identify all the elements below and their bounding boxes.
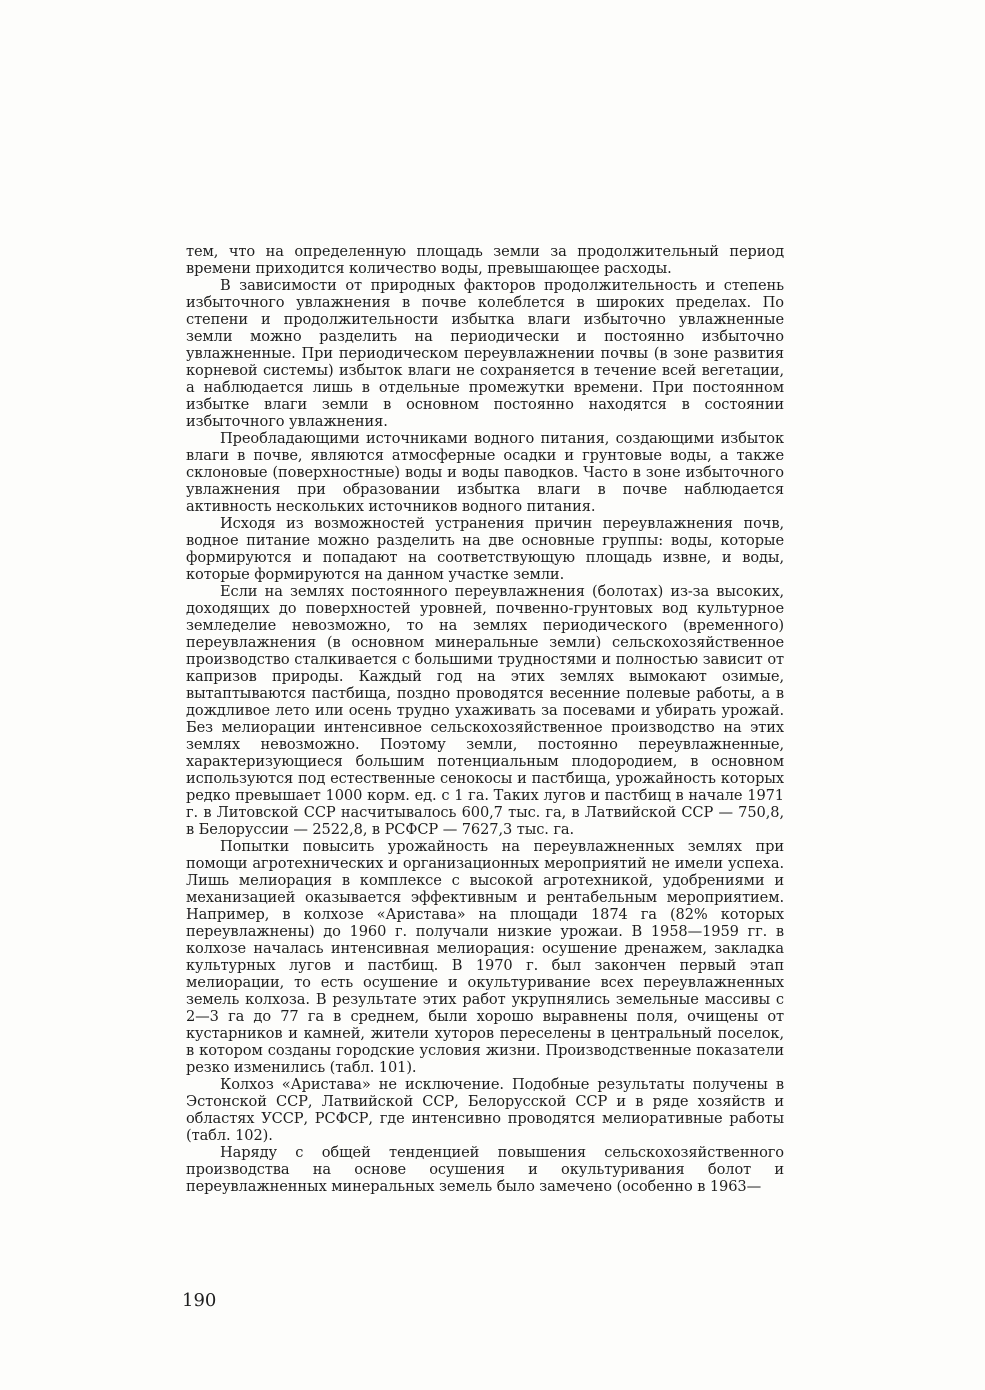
paragraph: Наряду с общей тенденцией повышения сельскохозяйственного производства на основе осушения и окультуривания болот и переувлажненных минеральных земель было замечено (особенно в 1963—	[186, 1144, 784, 1195]
paragraph: Колхоз «Аристава» не исключение. Подобные результаты получены в Эстонской ССР, Латвийской ССР, Белорусской ССР и в ряде хозяйств и областях УССР, РСФСР, где интенсивно проводятся мелиоративные работы (табл. 102).	[186, 1076, 784, 1144]
paragraph: Попытки повысить урожайность на переувлажненных землях при помощи агротехнических и организационных мероприятий не имели успеха. Лишь мелиорация в комплексе с высокой агротехникой, удобрениями и механизацией оказывается эффективным и рентабельным мероприятием. Например, в колхозе «Аристава» на площади 1874 га (82% которых переувлажнены) до 1960 г. получали низкие урожаи. В 1958—1959 гг. в колхозе началась интенсивная мелиорация: осушение дренажем, закладка культурных лугов и пастбищ. В 1970 г. был закончен первый этап мелиорации, то есть осушение и окультуривание всех переувлажненных земель колхоза. В результате этих работ укрупнялись земельные массивы с 2—3 га до 77 га в среднем, были хорошо выравнены поля, очищены от кустарников и камней, жители хуторов переселены в центральный поселок, в котором созданы городские условия жизни. Производственные показатели резко изменились (табл. 101).	[186, 838, 784, 1076]
paragraph: Если на землях постоянного переувлажнения (болотах) из-за высоких, доходящих до поверхностей уровней, почвенно-грунтовых вод культурное земледелие невозможно, то на землях периодического (временного) переувлажнения (в основном минеральные земли) сельскохозяйственное производство сталкивается с большими трудностями и полностью зависит от капризов природы. Каждый год на этих землях вымокают озимые, вытаптываются пастбища, поздно проводятся весенние полевые работы, а в дождливое лето или осень трудно ухаживать за посевами и убирать урожай. Без мелиорации интенсивное сельскохозяйственное производство на этих землях невозможно. Поэтому земли, постоянно переувлажненные, характеризующиеся большим потенциальным плодородием, в основном используются под естественные сенокосы и пастбища, урожайность которых редко превышает 1000 корм. ед. с 1 га. Таких лугов и пастбищ в начале 1971 г. в Литовской ССР насчитывалось 600,7 тыс. га, в Латвийской ССР — 750,8, в Белоруссии — 2522,8, в РСФСР — 7627,3 тыс. га.	[186, 583, 784, 838]
paragraph-continued: тем, что на определенную площадь земли за продолжительный период времени приходится количество воды, превышающее расходы.	[186, 243, 784, 277]
paragraph: В зависимости от природных факторов продолжительность и степень избыточного увлажнения в почве колеблется в широких пределах. По степени и продолжительности избытка влаги избыточно увлажненные земли можно разделить на периодически и постоянно избыточно увлажненные. При периодическом переувлажнении почвы (в зоне развития корневой системы) избыток влаги не сохраняется в течение всей вегетации, а наблюдается лишь в отдельные промежутки времени. При постоянном избытке влаги земли в основном постоянно находятся в состоянии избыточного увлажнения.	[186, 277, 784, 430]
paragraph: Исходя из возможностей устранения причин переувлажнения почв, водное питание можно разделить на две основные группы: воды, которые формируются и попадают на соответствующую площадь извне, и воды, которые формируются на данном участке земли.	[186, 515, 784, 583]
body-text	[186, 243, 784, 1195]
page-number: 190	[182, 1290, 217, 1311]
paragraph: Преобладающими источниками водного питания, создающими избыток влаги в почве, являются атмосферные осадки и грунтовые воды, а также склоновые (поверхностные) воды и воды паводков. Часто в зоне избыточного увлажнения при образовании избытка влаги в почве наблюдается активность нескольких источников водного питания.	[186, 430, 784, 515]
